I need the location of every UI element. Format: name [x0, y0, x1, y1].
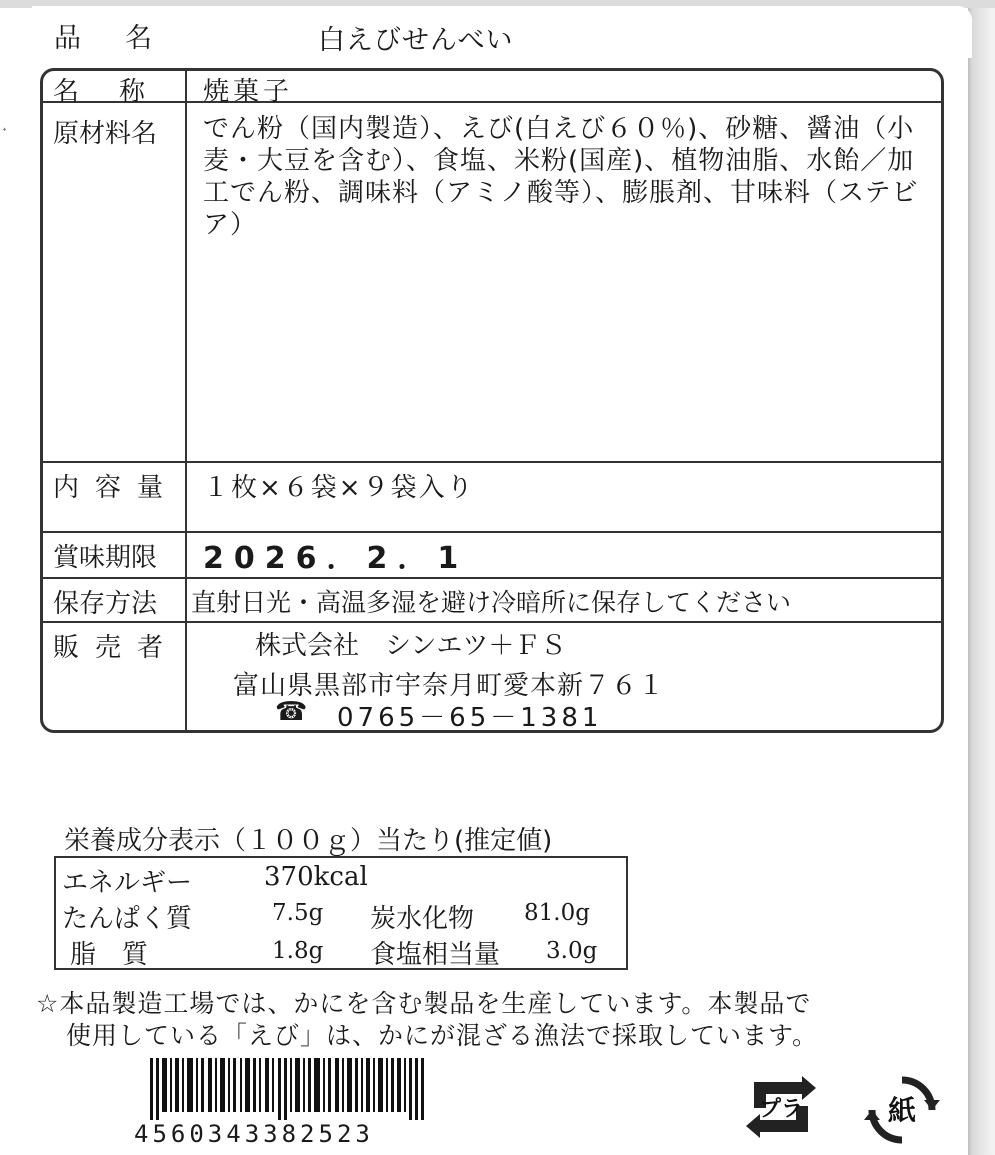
nutrition-label-energy: エネルギー: [62, 868, 193, 898]
barcode-number: 4560343382523: [134, 1120, 374, 1148]
allergen-note-line1: ☆本品製造工場では、かにを含む製品を生産しています。本製品で: [36, 989, 812, 1018]
nutrition-value-carbs: 81.0g: [524, 900, 590, 926]
row-divider: [43, 461, 941, 463]
plastic-mark-label: プラ: [758, 1097, 804, 1122]
seller-address: 富山県黒部市宇奈月町愛本新７６１: [233, 671, 666, 701]
row-divider: [43, 621, 941, 623]
seller-company: 株式会社 シンエツ＋ＦＳ: [255, 631, 567, 661]
nutrition-label-protein: たんぱく質: [62, 904, 193, 934]
row-divider: [43, 531, 941, 533]
card-edge-shadow: [968, 0, 995, 1155]
nutrition-title: 栄養成分表示（１００ｇ）当たり(推定値): [64, 826, 553, 856]
nutrition-value-energy: 370kcal: [264, 862, 368, 892]
nutrition-label-fat: 脂 質: [70, 940, 149, 970]
seller-key: 販売者: [53, 633, 180, 663]
nutrition-value-fat: 1.8g: [272, 938, 324, 964]
seller-phone: 0765－65－1381: [337, 703, 603, 733]
margin-mark: ᐩ: [2, 125, 7, 139]
content-key: 内容量: [53, 473, 180, 503]
product-name-key: 品名: [54, 23, 196, 54]
product-name-value: 白えびせんべい: [318, 25, 514, 56]
phone-icon: ☎: [275, 697, 308, 727]
storage-value: 直射日光・高温多湿を避け冷暗所に保存してください: [191, 588, 792, 617]
best-before-key: 賞味期限: [53, 543, 158, 573]
ingredients-key: 原材料名: [53, 119, 158, 149]
plastic-recycle-mark-icon: [740, 1072, 822, 1142]
nutrition-value-protein: 7.5g: [272, 900, 324, 926]
food-label-table: [40, 68, 944, 733]
nutrition-label-carbs: 炭水化物: [370, 904, 475, 934]
paper-mark-label: 紙: [887, 1094, 917, 1127]
allergen-note-line2: 使用している「えび」は、かにが混ざる漁法で採取しています。: [66, 1021, 819, 1050]
column-divider: [185, 71, 187, 730]
name-key: 名称: [53, 77, 186, 107]
name-value: 焼菓子: [203, 77, 294, 107]
content-value: １枚×６袋×９袋入り: [203, 473, 475, 503]
nutrition-value-salt: 3.0g: [546, 938, 598, 964]
nutrition-table: [54, 856, 628, 970]
ingredients-value: でん粉（国内製造）、えび(白えび６０％)、砂糖、醤油（小麦・大豆を含む）、食塩、米粉(国産)、植物油脂、水飴／加工でん粉、調味料（アミノ酸等）、膨脹剤、甘味料（ステビア）: [203, 114, 919, 240]
storage-key: 保存方法: [53, 589, 158, 619]
barcode: [150, 1058, 430, 1120]
row-divider: [43, 577, 941, 579]
best-before-value: 2026．2．1: [203, 541, 469, 576]
nutrition-label-salt: 食塩相当量: [370, 940, 501, 970]
paper-recycle-mark-icon: [862, 1072, 942, 1148]
product-name-header: [32, 6, 972, 58]
